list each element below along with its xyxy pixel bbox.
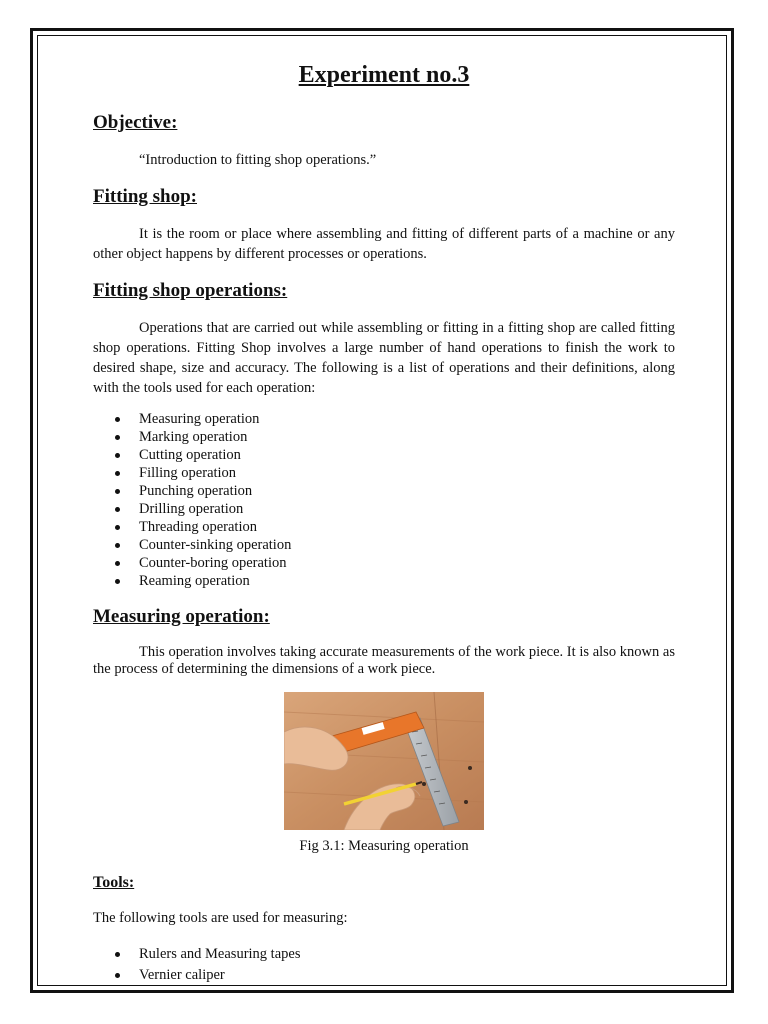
bullet-icon [115, 525, 120, 530]
bullet-icon [115, 507, 120, 512]
bullet-icon [115, 561, 120, 566]
page-title: Experiment no.3 [298, 62, 470, 88]
fitting-shop-text: It is the room or place where assembling and fitting of different parts of a machine or any other object happens by different processes or operations. [93, 226, 675, 262]
objective-heading: Objective: [93, 112, 178, 133]
tools-heading: Tools: [93, 874, 135, 891]
list-item: Cutting operation [93, 446, 675, 464]
list-item: Punching operation [93, 482, 675, 500]
bullet-icon [115, 453, 120, 458]
fitting-shop-heading: Fitting shop: [93, 186, 197, 207]
list-item: Measuring operation [93, 410, 675, 428]
list-item: Reaming operation [93, 572, 675, 590]
bullet-icon [115, 471, 120, 476]
objective-text: “Introduction to fitting shop operations.” [139, 152, 377, 168]
list-item: Counter-boring operation [93, 554, 675, 572]
figure-caption: Fig 3.1: Measuring operation [299, 838, 469, 854]
list-item: Rulers and Measuring tapes [93, 944, 675, 965]
list-item: Marking operation [93, 428, 675, 446]
list-item: Drilling operation [93, 500, 675, 518]
tools-text: The following tools are used for measuring: [93, 910, 348, 926]
list-item: Threading operation [93, 518, 675, 536]
measuring-photo-icon [284, 692, 484, 830]
operations-list [93, 410, 675, 590]
bullet-icon [115, 973, 120, 978]
measuring-operation-heading: Measuring operation: [93, 606, 270, 627]
list-item: Filling operation [93, 464, 675, 482]
bullet-icon [115, 579, 120, 584]
bullet-icon [115, 952, 120, 957]
bullet-icon [115, 417, 120, 422]
list-item: Vernier caliper [93, 965, 675, 986]
document-content [93, 58, 675, 986]
bullet-icon [115, 435, 120, 440]
tools-list [93, 944, 675, 986]
measuring-operation-text: This operation involves taking accurate measurements of the work piece. It is also known as the process of determining the dimensions of a work piece. [93, 644, 675, 677]
bullet-icon [115, 543, 120, 548]
fitting-shop-operations-text: Operations that are carried out while assembling or fitting in a fitting shop are called fitting shop operations. Fitting Shop involves a large number of hand operations to finish the work to desired shape, size and accuracy. The following is a list of operations and their definitions, along with the tools used for each operation: [93, 320, 675, 396]
bullet-icon [115, 489, 120, 494]
measuring-figure [284, 692, 484, 830]
list-item: Counter-sinking operation [93, 536, 675, 554]
fitting-shop-operations-heading: Fitting shop operations: [93, 280, 288, 301]
